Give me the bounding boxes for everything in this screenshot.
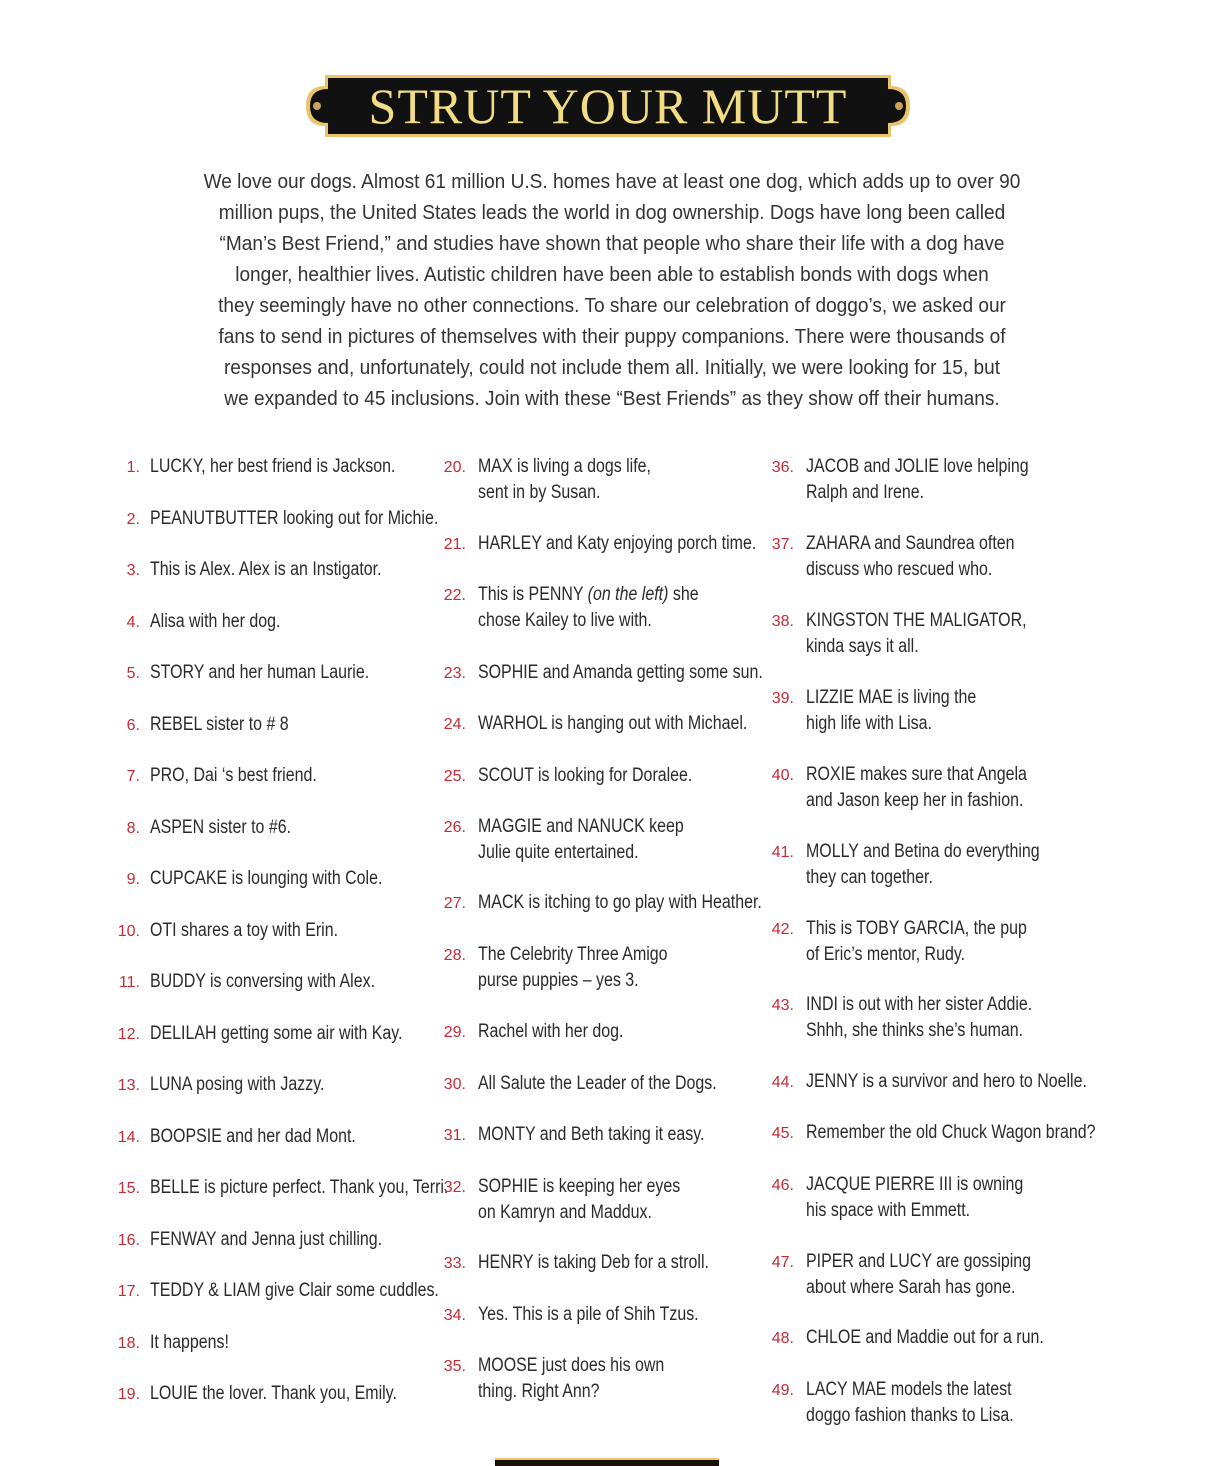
item-number: 25. [443, 768, 466, 785]
page-title: STRUT YOUR MUTT [368, 78, 848, 134]
item-number: 31. [443, 1127, 466, 1144]
list-item [126, 609, 305, 635]
list-item [771, 1249, 1074, 1300]
item-number: 43. [771, 997, 794, 1014]
item-text: his space with Emmett. [806, 1199, 971, 1221]
list-item [443, 582, 741, 633]
item-text: ASPEN sister to #6. [150, 817, 292, 838]
item-text: DELILAH getting some air with Kay. [150, 1023, 403, 1044]
item-text: SOPHIE is keeping her eyes [478, 1176, 681, 1197]
item-number: 20. [443, 459, 466, 476]
item-text: MAX is living a dogs life, [478, 456, 651, 477]
item-text: All Salute the Leader of the Dogs. [478, 1073, 717, 1094]
item-number: 17. [117, 1283, 140, 1300]
item-text: HARLEY and Katy enjoying porch time. [478, 533, 757, 554]
item-text: CUPCAKE is lounging with Cole. [150, 868, 383, 889]
item-text-part: she [668, 584, 699, 605]
list-item [443, 1250, 753, 1276]
item-text: they can together. [806, 866, 933, 888]
item-text: STORY and her human Laurie. [150, 662, 370, 683]
item-number: 49. [771, 1382, 794, 1399]
item-text: MAGGIE and NANUCK keep [478, 816, 684, 837]
item-text: MOLLY and Betina do everything [806, 841, 1040, 862]
item-text: KINGSTON THE MALIGATOR, [806, 610, 1027, 631]
item-text: LIZZIE MAE is living the [806, 687, 977, 708]
item-number: 41. [771, 844, 794, 861]
list-item [126, 815, 318, 841]
title-banner [303, 72, 913, 140]
item-text-part: This is PENNY [478, 584, 588, 605]
list-item [443, 711, 799, 737]
list-item [771, 1377, 1053, 1428]
item-text: Remember the old Chuck Wagon brand? [806, 1122, 1096, 1143]
item-number: 34. [443, 1307, 466, 1324]
item-text: This is Alex. Alex is an Instigator. [150, 559, 382, 580]
item-number: 28. [443, 947, 466, 964]
intro-line: We love our dogs. Almost 61 million U.S. homes have at least one dog, which adds up to over 90 [203, 170, 1021, 193]
list-item [126, 712, 315, 738]
item-text: ROXIE makes sure that Angela [806, 764, 1027, 785]
bottom-banner-edge [495, 1458, 719, 1466]
item-text: JENNY is a survivor and hero to Noelle. [806, 1071, 1087, 1092]
item-number: 22. [443, 587, 466, 604]
item-text: SOPHIE and Amanda getting some sun. [478, 662, 763, 683]
list-item [126, 557, 426, 583]
item-text: JACQUE PIERRE III is owning [806, 1174, 1024, 1195]
item-number: 42. [771, 921, 794, 938]
list-item [443, 454, 684, 505]
list-item [126, 763, 349, 789]
item-text: LUCKY, her best friend is Jackson. [150, 456, 396, 477]
item-text: Yes. This is a pile of Shih Tzus. [478, 1304, 699, 1325]
item-number: 48. [771, 1330, 794, 1347]
item-text: LACY MAE models the latest [806, 1379, 1012, 1400]
item-number: 33. [443, 1255, 466, 1272]
item-number: 23. [443, 665, 466, 682]
item-number: 30. [443, 1076, 466, 1093]
item-text: PEANUTBUTTER looking out for Michie. [150, 508, 439, 529]
list-item [443, 1122, 748, 1148]
item-text: of Eric’s mentor, Rudy. [806, 943, 966, 965]
list-item [771, 685, 1009, 736]
intro-line: fans to send in pictures of themselves with their puppy companions. There were thousands of [218, 325, 1006, 348]
item-text: Ralph and Irene. [806, 481, 925, 503]
item-text: MOOSE just does his own [478, 1355, 665, 1376]
item-text: discuss who rescued who. [806, 558, 993, 580]
item-text: TEDDY & LIAM give Clair some cuddles. [150, 1280, 439, 1301]
item-text: doggo fashion thanks to Lisa. [806, 1404, 1014, 1426]
item-text: LUNA posing with Jazzy. [150, 1074, 325, 1095]
item-number: 47. [771, 1254, 794, 1271]
item-text: BUDDY is conversing with Alex. [150, 971, 376, 992]
item-text: OTI shares a toy with Erin. [150, 920, 339, 941]
item-number: 3. [126, 562, 140, 579]
item-number: 37. [771, 536, 794, 553]
list-item [443, 1302, 741, 1328]
item-number: 10. [117, 923, 140, 940]
item-text: BELLE is picture perfect. Thank you, Terri. [150, 1177, 449, 1198]
list-item [118, 969, 418, 995]
list-item [771, 992, 1075, 1043]
list-item [117, 1124, 395, 1150]
item-text: It happens! [150, 1332, 229, 1353]
item-number: 38. [771, 613, 794, 630]
item-number: 44. [771, 1074, 794, 1091]
item-text: REBEL sister to # 8 [150, 714, 289, 735]
item-text: BOOPSIE and her dad Mont. [150, 1126, 356, 1147]
intro-line: they seemingly have no other connections. To share our celebration of doggo’s, we asked our [218, 294, 1006, 317]
intro-paragraph [120, 166, 1104, 414]
item-number: 18. [117, 1335, 140, 1352]
intro-line: million pups, the United States leads the world in dog ownership. Dogs have long been called [218, 201, 1006, 224]
list-item [117, 918, 374, 944]
list-item [117, 1381, 444, 1407]
list-item [771, 1069, 1140, 1095]
list-item [117, 1072, 358, 1098]
item-number: 21. [443, 536, 466, 553]
item-text: The Celebrity Three Amigo [478, 944, 668, 965]
list-item [443, 660, 817, 686]
list-item [126, 454, 442, 480]
item-number: 24. [443, 716, 466, 733]
list-item [771, 839, 1084, 890]
item-text: Alisa with her dog. [150, 611, 281, 632]
item-number: 16. [117, 1232, 140, 1249]
list-item [443, 890, 816, 916]
list-item [771, 1172, 1065, 1223]
item-text [478, 582, 699, 608]
item-text: kinda says it all. [806, 635, 919, 657]
item-text: MACK is itching to go play with Heather. [478, 892, 762, 913]
item-text: WARHOL is hanging out with Michael. [478, 713, 748, 734]
item-text: CHLOE and Maddie out for a run. [806, 1327, 1044, 1348]
list-item [443, 531, 809, 557]
item-number: 9. [126, 871, 140, 888]
item-text: and Jason keep her in fashion. [806, 789, 1024, 811]
item-number: 7. [126, 768, 140, 785]
item-text: HENRY is taking Deb for a stroll. [478, 1252, 709, 1273]
item-number: 8. [126, 820, 140, 837]
list-item [117, 1227, 426, 1253]
item-text: chose Kailey to live with. [478, 609, 652, 631]
list-item [771, 1325, 1089, 1351]
item-number: 12. [117, 1026, 140, 1043]
item-number: 2. [126, 511, 140, 528]
item-number: 45. [771, 1125, 794, 1142]
item-number: 5. [126, 665, 140, 682]
intro-line: we expanded to 45 inclusions. Join with these “Best Friends” as they show off their humans. [224, 387, 1000, 410]
item-number: 36. [771, 459, 794, 476]
list-item [771, 531, 1054, 582]
list-item [771, 916, 1069, 967]
item-number: 27. [443, 895, 466, 912]
item-number: 11. [118, 974, 140, 991]
item-text: PRO, Dai ‘s best friend. [150, 765, 317, 786]
list-item [126, 506, 493, 532]
item-text: Rachel with her dog. [478, 1021, 624, 1042]
item-text: ZAHARA and Saundrea often [806, 533, 1015, 554]
item-text: PIPER and LUCY are gossiping [806, 1251, 1032, 1272]
item-text: MONTY and Beth taking it easy. [478, 1124, 705, 1145]
item-text: about where Sarah has gone. [806, 1276, 1016, 1298]
item-text: JACOB and JOLIE love helping [806, 456, 1029, 477]
item-text: on Kamryn and Maddux. [478, 1201, 652, 1223]
list-item [443, 942, 704, 993]
list-item [443, 814, 723, 865]
item-text: FENWAY and Jenna just chilling. [150, 1229, 383, 1250]
item-text: sent in by Susan. [478, 481, 601, 503]
item-number: 19. [117, 1386, 140, 1403]
list-item [771, 1120, 1151, 1146]
item-number: 6. [126, 717, 140, 734]
item-number: 4. [126, 614, 140, 631]
item-text: Shhh, she thinks she’s human. [806, 1019, 1024, 1041]
item-text: high life with Lisa. [806, 712, 932, 734]
item-number: 26. [443, 819, 466, 836]
item-number: 1. [126, 459, 140, 476]
intro-line: longer, healthier lives. Autistic children have been able to establish bonds with dogs when [235, 263, 989, 286]
item-number: 29. [443, 1024, 466, 1041]
item-text: SCOUT is looking for Doralee. [478, 765, 693, 786]
item-text: purse puppies – yes 3. [478, 969, 639, 991]
list-item [771, 608, 1069, 659]
item-number: 40. [771, 767, 794, 784]
item-text: thing. Right Ann? [478, 1380, 600, 1402]
list-item [771, 454, 1071, 505]
list-item [443, 763, 733, 789]
list-item [117, 1330, 244, 1356]
item-number: 32. [443, 1179, 466, 1196]
item-number: 39. [771, 690, 794, 707]
item-text-italic: (on the left) [587, 584, 669, 605]
list-item [126, 866, 427, 892]
intro-line: “Man’s Best Friend,” and studies have shown that people who share their life with a dog have [219, 232, 1005, 255]
intro-line: responses and, unfortunately, could not include them all. Initially, we were looking for 15, but [223, 356, 1001, 379]
list-item [443, 1353, 700, 1404]
list-item [443, 1174, 719, 1225]
item-number: 46. [771, 1177, 794, 1194]
item-number: 14. [117, 1129, 140, 1146]
item-text: INDI is out with her sister Addie. [806, 994, 1033, 1015]
list-item [443, 1019, 651, 1045]
item-text: LOUIE the lover. Thank you, Emily. [150, 1383, 397, 1404]
list-item [126, 660, 411, 686]
item-text: Julie quite entertained. [478, 841, 639, 863]
item-text: This is TOBY GARCIA, the pup [806, 918, 1027, 939]
item-number: 15. [117, 1180, 140, 1197]
list-item [443, 1071, 762, 1097]
list-item [771, 762, 1069, 813]
item-number: 35. [443, 1358, 466, 1375]
list-item [117, 1021, 451, 1047]
item-number: 13. [117, 1077, 140, 1094]
list-item [117, 1278, 494, 1304]
